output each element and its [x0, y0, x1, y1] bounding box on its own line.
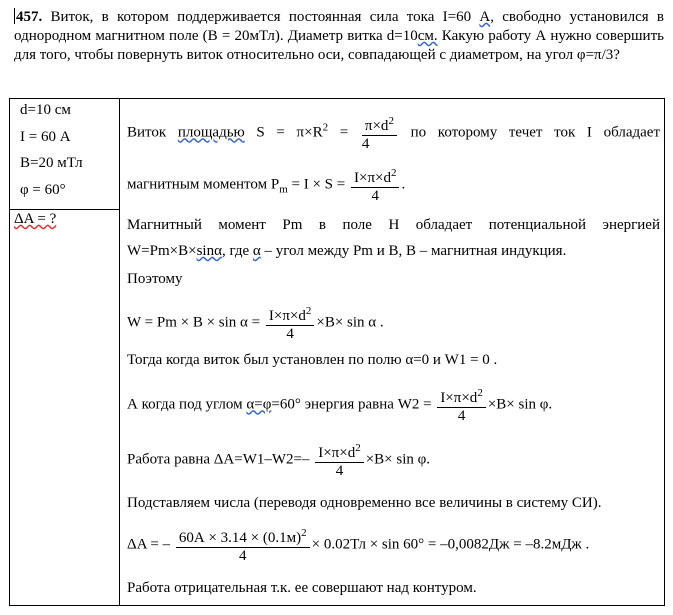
given-d: d=10 см — [20, 102, 71, 118]
find-cell — [9, 209, 120, 606]
given-phi: φ = 60° — [20, 182, 66, 198]
solution-line-1: Виток площадью $S = \pi\times R^2$ = $\frac{\pi\times d^2}{4}$ по которому течет ток I обладает — [127, 115, 660, 152]
solution-line-2: магнитным моментом $P_m = I \times S$ = $\frac{I\times\pi\times d^2}{4}$ . — [127, 167, 406, 204]
solution-line-4: W=Pm×B×sinα, где α – угол между Pm и B, B – магнитная индукция. — [127, 243, 567, 259]
fraction: $\frac{I\times\pi\times d^2}{4}$ — [437, 385, 486, 425]
solution-line-12: Работа отрицательная т.к. ее совершают над контуром. — [127, 580, 477, 596]
solution-line-5: Поэтому — [127, 271, 183, 287]
solution-line-7: Тогда когда виток был установлен по полю α=0 и W1 = 0 . — [127, 352, 498, 368]
given-cell — [9, 98, 120, 210]
solution-line-6: W = Pm × B × sin α = $\frac{I\times\pi\times d^2}{4}$ ×B× sin α . — [127, 305, 384, 342]
given-I: I = 60 А — [20, 129, 71, 145]
solution-line-9: Работа равна ΔA=W1–W2=– $\frac{I\times\pi\times d^2}{4}$ ×B× sin φ. — [127, 442, 431, 479]
fraction: $\frac{I\times\pi\times d^2}{4}$ — [315, 440, 364, 480]
problem-number: 457. — [16, 9, 43, 25]
fraction: $\frac{I\times\pi\times d^2}{4}$ — [266, 303, 315, 343]
text-cursor — [14, 8, 15, 24]
problem-statement: 457. Виток, в котором поддерживается постоянная сила тока I=60 А, свободно установился в однородном магнитном поле (В = 20мТл). Диаметр витка d=10см. Какую работу А нужно совершить для того, чтобы повернуть виток относительно оси, совпадающей с диаметром, на угол φ=π/3? — [14, 9, 665, 63]
find-value: ΔA = ? — [14, 211, 57, 227]
solution-line-8: А когда под углом α=φ=60° энергия равна W2 = $\frac{I\times\pi\times d^2}{4}$ ×B× sin φ. — [127, 387, 553, 424]
fraction: $\frac{60А \times 3.14 \times (0.1м)^2}{4}$ — [176, 525, 310, 565]
solution-line-11: ΔA = – $\frac{60А \times 3.14 \times (0.1м)^2}{4}$ × 0.02Тл × sin 60° = –0,0082Дж = –8.2мДж . — [127, 527, 590, 564]
given-B: B=20 мТл — [20, 155, 83, 171]
fraction: $\frac{\pi\times d^2}{4}$ — [362, 113, 397, 153]
solution-line-10: Подставляем числа (переводя одновременно все величины в систему СИ). — [127, 495, 602, 511]
fraction: $\frac{I\times\pi\times d^2}{4}$ — [351, 165, 400, 205]
solution-line-3: Магнитный момент Pm в поле Н обладает потенциальной энергией — [127, 217, 660, 233]
